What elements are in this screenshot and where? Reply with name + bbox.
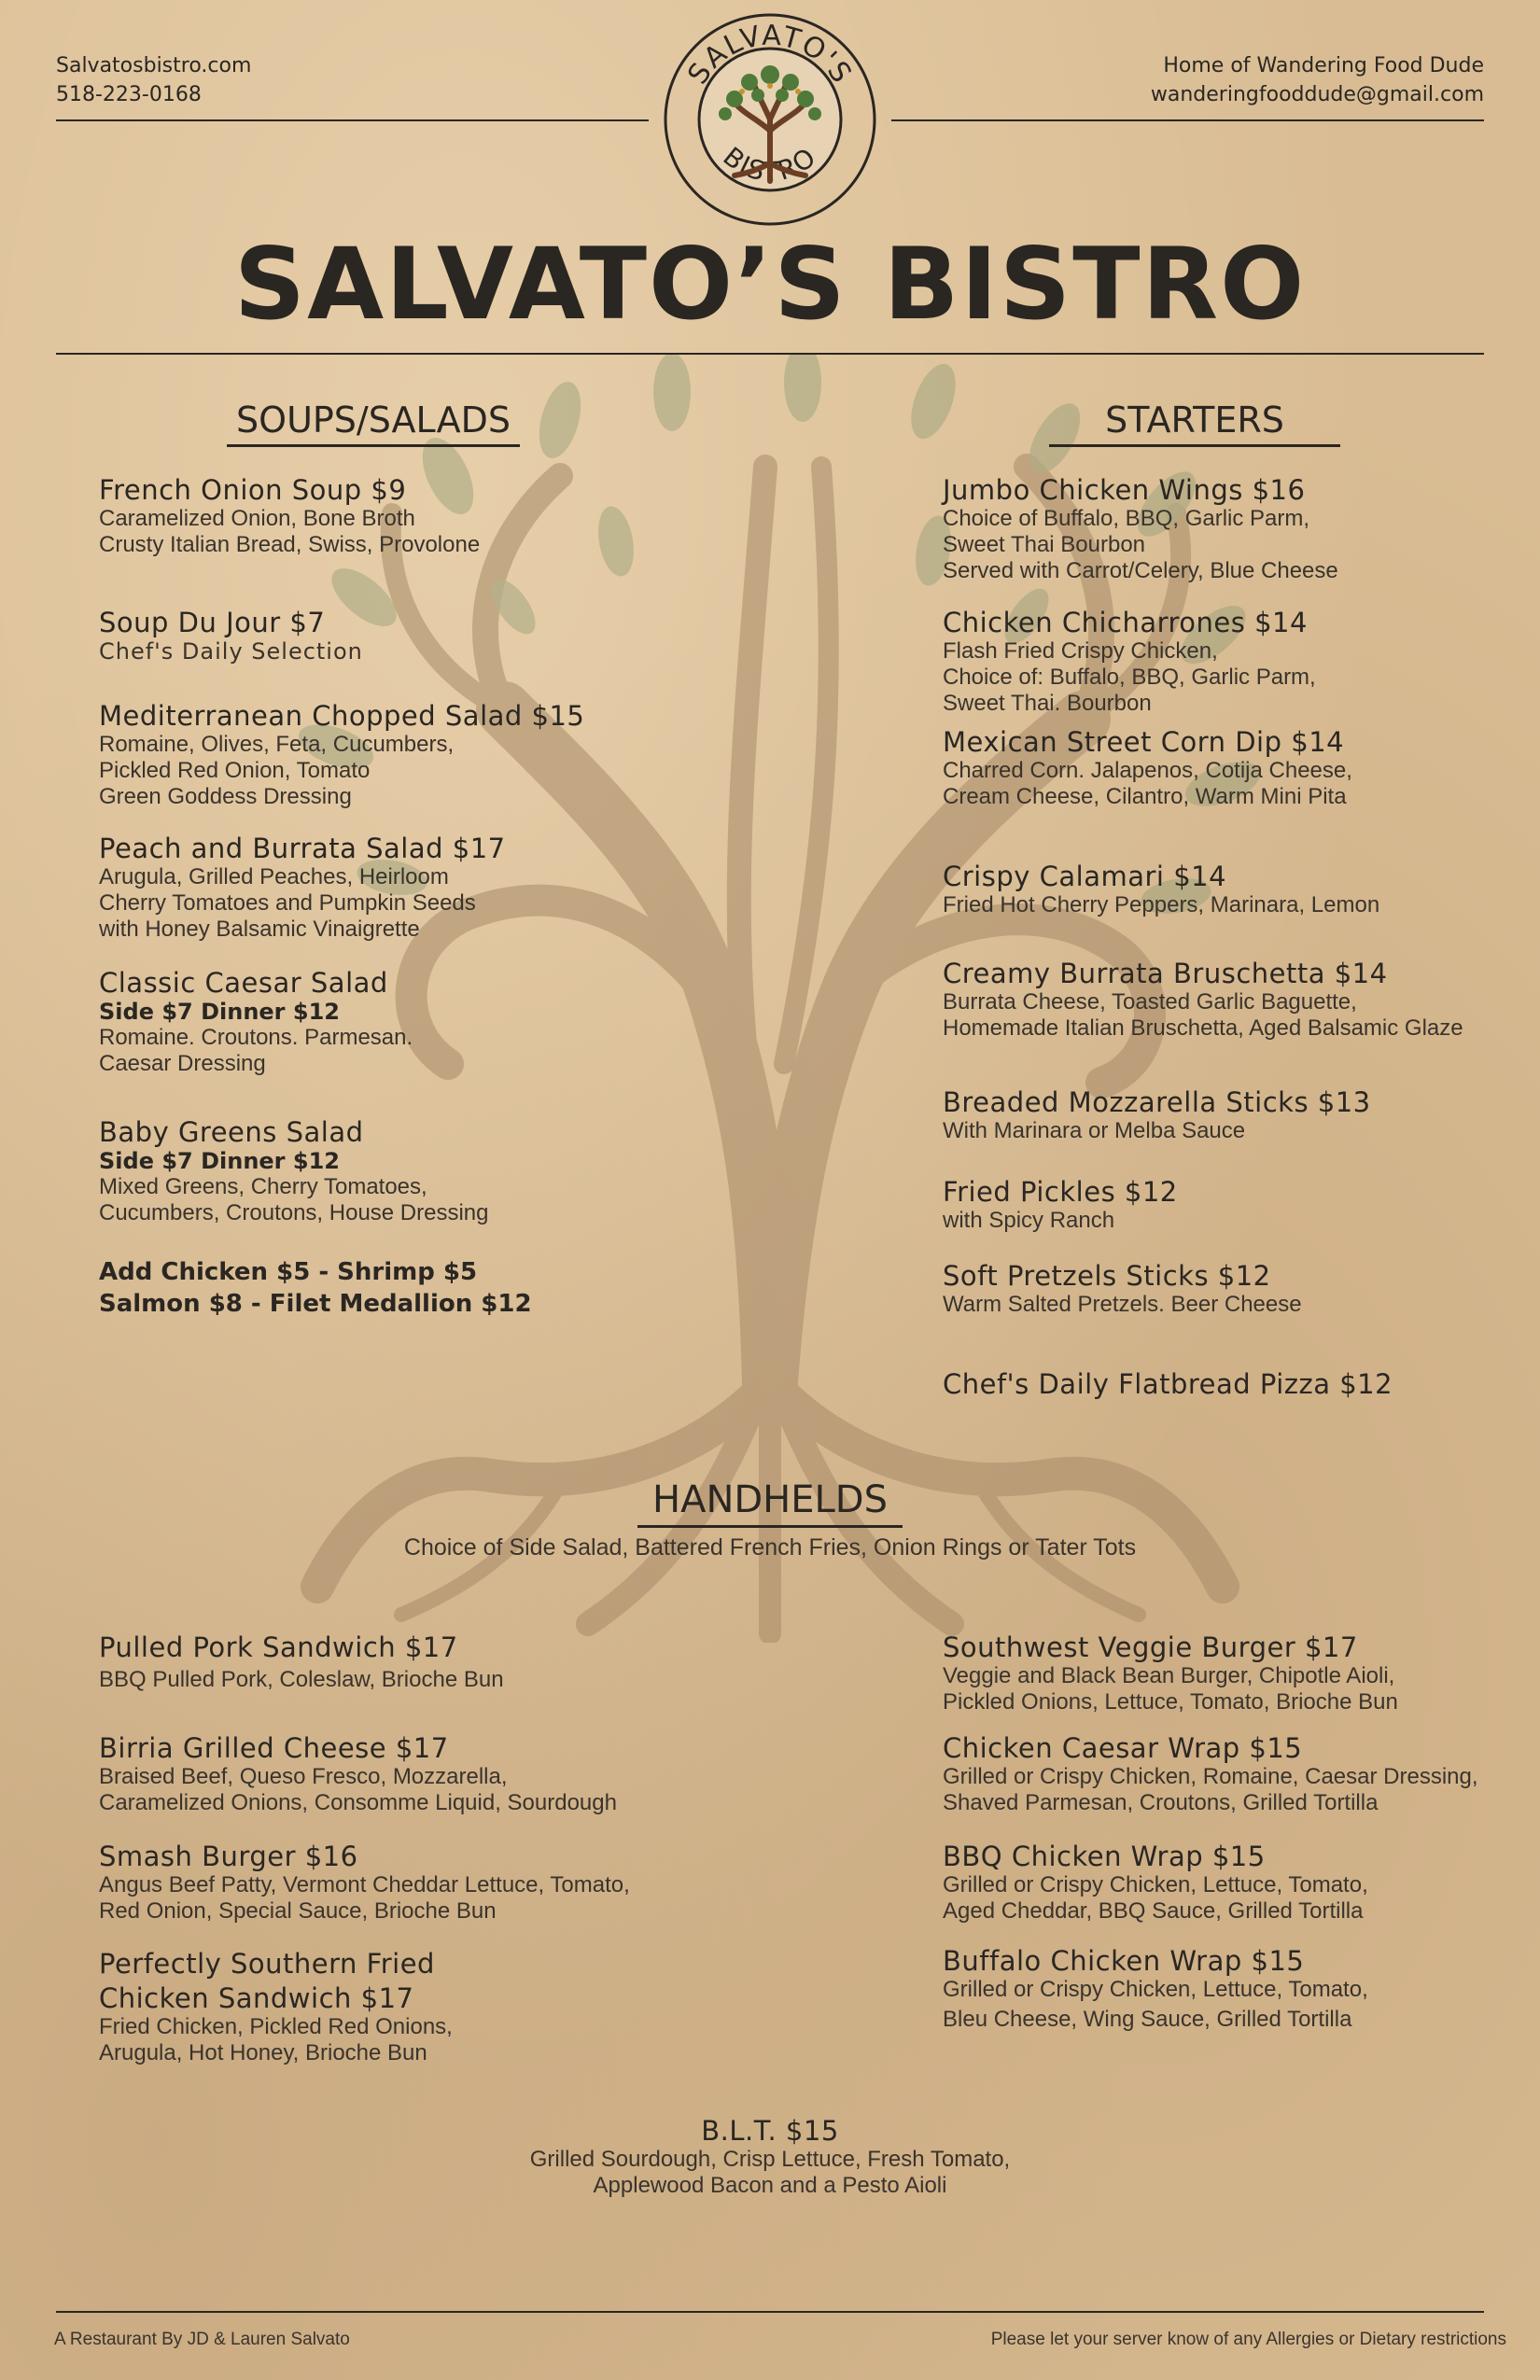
menu-item: [943, 1841, 1368, 1925]
menu-item: [943, 861, 1379, 918]
item-desc: Caramelized Onion, Bone Broth: [99, 506, 415, 531]
email-link[interactable]: wanderingfooddude@gmail.com: [1150, 83, 1484, 106]
item-name: Perfectly Southern Fried: [99, 1948, 435, 1980]
item-desc: with Honey Balsamic Vinaigrette: [99, 917, 420, 942]
item-desc: Homemade Italian Bruschetta, Aged Balsamic Glaze: [943, 1015, 1463, 1041]
menu-item: [99, 607, 363, 665]
menu-item-featured: [0, 2115, 1540, 2199]
item-name: B.L.T. $15: [701, 2115, 839, 2147]
logo-top-text: SALVATO'S: [681, 19, 859, 91]
addon-line: Add Chicken $5 - Shrimp $5: [99, 1258, 478, 1286]
item-desc: Cream Cheese, Cilantro, Warm Mini Pita: [943, 784, 1347, 809]
item-desc: with Spicy Ranch: [943, 1208, 1115, 1233]
menu-item: [99, 833, 506, 943]
item-desc: BBQ Pulled Pork, Coleslaw, Brioche Bun: [99, 1667, 504, 1692]
menu-item: [99, 1841, 630, 1925]
menu-item: [943, 1176, 1178, 1234]
addon-line: Salmon $8 - Filet Medallion $12: [99, 1290, 532, 1318]
menu-item: [943, 958, 1463, 1042]
item-name: Mediterranean Chopped Salad $15: [99, 700, 585, 732]
item-name: French Onion Soup $9: [99, 474, 407, 506]
item-name: Chef's Daily Flatbread Pizza $12: [943, 1368, 1393, 1400]
item-desc: Mixed Greens, Cherry Tomatoes,: [99, 1174, 427, 1199]
item-name: Baby Greens Salad: [99, 1116, 364, 1148]
menu-item: [99, 700, 584, 810]
item-desc: Applewood Bacon and a Pesto Aioli: [593, 2173, 947, 2198]
menu-item: [99, 1945, 453, 2066]
item-name: Jumbo Chicken Wings $16: [943, 474, 1306, 506]
menu-item: [943, 607, 1316, 717]
item-name: Chicken Chicharrones $14: [943, 607, 1308, 638]
item-name-continued: Chicken Sandwich $17: [99, 1982, 414, 2014]
starters-heading-text: STARTERS: [1049, 399, 1340, 447]
item-desc: Angus Beef Patty, Vermont Cheddar Lettuce, Tomato,: [99, 1872, 630, 1897]
item-desc: Served with Carrot/Celery, Blue Cheese: [943, 558, 1338, 583]
menu-item: [99, 1631, 504, 1693]
header-contact: [56, 51, 251, 109]
footer-rule: [56, 2311, 1484, 2313]
item-desc: Sweet Thai. Bourbon: [943, 691, 1152, 716]
item-desc: Pickled Red Onion, Tomato: [99, 758, 371, 783]
menu-item: [943, 1086, 1371, 1144]
item-desc: Arugula, Hot Honey, Brioche Bun: [99, 2040, 427, 2065]
section-heading-handhelds: [0, 1478, 1540, 1521]
footer-credit: A Restaurant By JD & Lauren Salvato: [54, 2330, 350, 2349]
item-desc: Braised Beef, Queso Fresco, Mozzarella,: [99, 1764, 508, 1789]
item-desc: Aged Cheddar, BBQ Sauce, Grilled Tortilla: [943, 1898, 1364, 1924]
item-name: Classic Caesar Salad: [99, 967, 388, 999]
menu-item: [943, 1945, 1368, 2033]
item-desc: Caesar Dressing: [99, 1051, 266, 1076]
item-desc: Charred Corn. Jalapenos, Cotija Cheese,: [943, 758, 1352, 783]
item-desc: Flash Fried Crispy Chicken,: [943, 638, 1218, 664]
item-price-options: Side $7 Dinner $12: [99, 999, 340, 1025]
item-name: Pulled Pork Sandwich $17: [99, 1631, 458, 1663]
item-desc: Crusty Italian Bread, Swiss, Provolone: [99, 532, 481, 557]
item-desc: Caramelized Onions, Consomme Liquid, Sourdough: [99, 1790, 617, 1815]
item-desc: Fried Chicken, Pickled Red Onions,: [99, 2014, 453, 2039]
item-name: BBQ Chicken Wrap $15: [943, 1841, 1266, 1872]
item-desc: Cherry Tomatoes and Pumpkin Seeds: [99, 890, 476, 916]
menu-item: [943, 474, 1338, 584]
item-name: Chicken Caesar Wrap $15: [943, 1732, 1303, 1764]
title-rule: [56, 353, 1484, 355]
soups-salads-heading-text: SOUPS/SALADS: [227, 399, 520, 447]
item-desc: Romaine, Olives, Feta, Cucumbers,: [99, 732, 455, 757]
header-rule-right: [891, 119, 1484, 121]
item-name: Mexican Street Corn Dip $14: [943, 726, 1345, 758]
item-desc: Warm Salted Pretzels. Beer Cheese: [943, 1292, 1302, 1317]
item-desc: Arugula, Grilled Peaches, Heirloom: [99, 864, 449, 889]
item-name: Crispy Calamari $14: [943, 861, 1227, 892]
menu-item: [99, 1116, 489, 1226]
section-heading-soups-salads: [187, 399, 560, 441]
item-desc: Fried Hot Cherry Peppers, Marinara, Lemon: [943, 892, 1380, 917]
item-name: Soup Du Jour $7: [99, 607, 326, 638]
menu-item: [943, 726, 1352, 810]
item-desc: Veggie and Black Bean Burger, Chipotle Aioli,: [943, 1663, 1395, 1688]
item-name: Breaded Mozzarella Sticks $13: [943, 1086, 1371, 1118]
item-desc: Sweet Thai Bourbon: [943, 532, 1146, 557]
page-title: SALVATO’S BISTRO: [233, 227, 1307, 342]
item-name: Buffalo Chicken Wrap $15: [943, 1945, 1305, 1977]
item-name: Smash Burger $16: [99, 1841, 358, 1872]
header-tagline: [1151, 51, 1484, 109]
item-desc: Romaine. Croutons. Parmesan.: [99, 1025, 413, 1050]
bistro-logo: [660, 9, 880, 230]
item-desc: Choice of: Buffalo, BBQ, Garlic Parm,: [943, 665, 1316, 690]
logo-bottom-text: BISTRO: [717, 140, 823, 188]
section-heading-starters: [1008, 399, 1381, 441]
item-desc: Burrata Cheese, Toasted Garlic Baguette,: [943, 989, 1357, 1015]
item-name: Birria Grilled Cheese $17: [99, 1732, 449, 1764]
website-link[interactable]: Salvatosbistro.com: [56, 54, 252, 77]
item-name: Creamy Burrata Bruschetta $14: [943, 958, 1388, 989]
item-name: Southwest Veggie Burger $17: [943, 1631, 1358, 1663]
item-name: Fried Pickles $12: [943, 1176, 1178, 1208]
menu-item: [99, 1732, 617, 1816]
item-desc: Red Onion, Special Sauce, Brioche Bun: [99, 1898, 497, 1924]
menu-item: [99, 474, 480, 558]
phone-number[interactable]: 518-223-0168: [56, 83, 202, 106]
item-desc: Grilled Sourdough, Crisp Lettuce, Fresh Tomato,: [529, 2147, 1011, 2172]
item-desc: Green Goddess Dressing: [99, 784, 352, 809]
item-desc: Chef's Daily Selection: [99, 638, 363, 665]
item-name: Peach and Burrata Salad $17: [99, 833, 506, 864]
menu-item: [943, 1368, 1393, 1400]
item-desc: Bleu Cheese, Wing Sauce, Grilled Tortilla: [943, 2007, 1352, 2032]
footer-allergy-note: Please let your server know of any Allergies or Dietary restrictions: [990, 2330, 1506, 2349]
item-desc: Grilled or Crispy Chicken, Lettuce, Tomato,: [943, 1977, 1368, 2002]
tagline-text: Home of Wandering Food Dude: [1163, 54, 1484, 77]
handhelds-heading-text: HANDHELDS: [637, 1478, 903, 1528]
salad-addons: [99, 1256, 532, 1320]
item-desc: With Marinara or Melba Sauce: [943, 1118, 1246, 1143]
item-desc: Grilled or Crispy Chicken, Lettuce, Tomato,: [943, 1872, 1368, 1897]
menu-item: [943, 1732, 1478, 1816]
item-desc: Cucumbers, Croutons, House Dressing: [99, 1200, 489, 1225]
header-rule-left: [56, 119, 649, 121]
item-price-options: Side $7 Dinner $12: [99, 1148, 340, 1174]
item-desc: Grilled or Crispy Chicken, Romaine, Caesar Dressing,: [943, 1764, 1478, 1789]
menu-item: [943, 1260, 1302, 1318]
item-desc: Choice of Buffalo, BBQ, Garlic Parm,: [943, 506, 1310, 531]
item-desc: Shaved Parmesan, Croutons, Grilled Tortilla: [943, 1790, 1379, 1815]
menu-item: [99, 967, 413, 1077]
handhelds-subheading: Choice of Side Salad, Battered French Fries, Onion Rings or Tater Tots: [403, 1534, 1137, 1561]
item-desc: Pickled Onions, Lettuce, Tomato, Brioche Bun: [943, 1689, 1398, 1715]
menu-item: [943, 1631, 1398, 1715]
item-name: Soft Pretzels Sticks $12: [943, 1260, 1271, 1292]
